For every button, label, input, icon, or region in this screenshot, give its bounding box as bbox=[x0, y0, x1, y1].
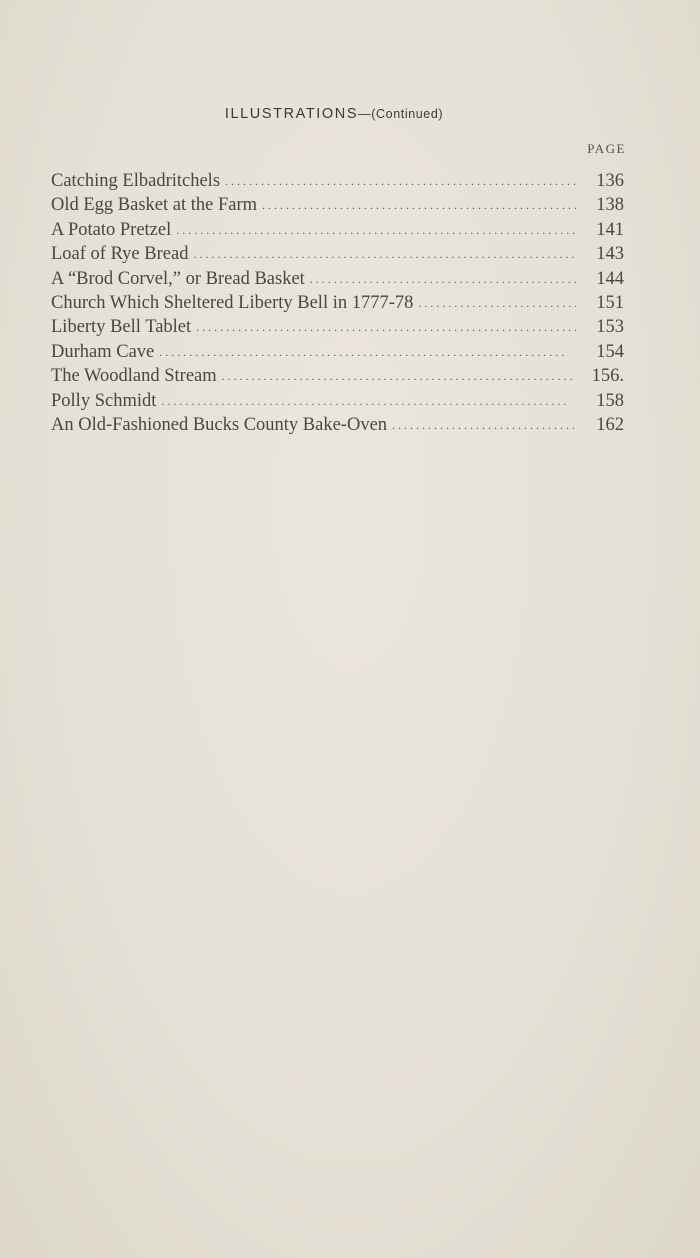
entry-page-number: 153 bbox=[596, 317, 624, 338]
entry-title: Catching Elbadritchels bbox=[51, 171, 221, 191]
entry-page-number: 162 bbox=[596, 414, 624, 435]
list-item bbox=[51, 242, 627, 266]
list-item bbox=[51, 169, 627, 193]
list-item bbox=[51, 413, 627, 437]
page-heading bbox=[0, 106, 668, 122]
heading-title: ILLUSTRATIONS bbox=[224, 106, 359, 122]
entry-title: Polly Schmidt bbox=[51, 390, 157, 411]
list-item bbox=[51, 315, 627, 339]
dot-leader bbox=[310, 267, 576, 291]
dot-leader bbox=[159, 340, 576, 364]
entry-page-number: 136 bbox=[596, 171, 624, 191]
entry-title: A “Brod Corvel,” or Bread Basket bbox=[51, 268, 305, 289]
list-item bbox=[51, 291, 627, 315]
list-item bbox=[51, 218, 627, 242]
entry-page-number: 138 bbox=[596, 195, 624, 216]
dot-leader bbox=[176, 218, 576, 242]
dot-leader bbox=[161, 389, 576, 413]
list-item bbox=[51, 389, 627, 413]
entry-page-number: 158 bbox=[596, 390, 624, 411]
heading-continued: —(Continued) bbox=[358, 107, 444, 121]
list-item bbox=[51, 340, 627, 364]
entry-title: Liberty Bell Tablet bbox=[51, 317, 192, 338]
dot-leader bbox=[196, 315, 576, 339]
entry-title: Durham Cave bbox=[51, 341, 155, 362]
illustrations-list bbox=[51, 169, 627, 437]
page-column-label: PAGE bbox=[587, 141, 626, 156]
entry-page-number: 143 bbox=[596, 244, 624, 265]
dot-leader bbox=[392, 413, 576, 437]
entry-page-number: 154 bbox=[596, 341, 624, 362]
dot-leader bbox=[262, 193, 576, 217]
entry-page-number: 144 bbox=[596, 268, 624, 289]
dot-leader bbox=[225, 169, 576, 193]
dot-leader bbox=[418, 291, 576, 315]
dot-leader bbox=[222, 364, 576, 388]
dot-leader bbox=[193, 242, 576, 266]
list-item bbox=[51, 364, 627, 388]
entry-title: An Old-Fashioned Bucks County Bake-Oven bbox=[51, 414, 388, 435]
entry-title: Old Egg Basket at the Farm bbox=[51, 195, 258, 216]
entry-title: The Woodland Stream bbox=[51, 366, 217, 387]
entry-page-number: 151 bbox=[596, 292, 624, 313]
entry-page-number: 141 bbox=[596, 219, 624, 240]
list-item bbox=[51, 267, 627, 291]
entry-page-number: 156. bbox=[591, 366, 624, 387]
entry-title: Church Which Sheltered Liberty Bell in 1777-78 bbox=[51, 292, 414, 313]
entry-title: Loaf of Rye Bread bbox=[51, 244, 189, 265]
list-item bbox=[51, 193, 627, 217]
entry-title: A Potato Pretzel bbox=[51, 219, 172, 240]
